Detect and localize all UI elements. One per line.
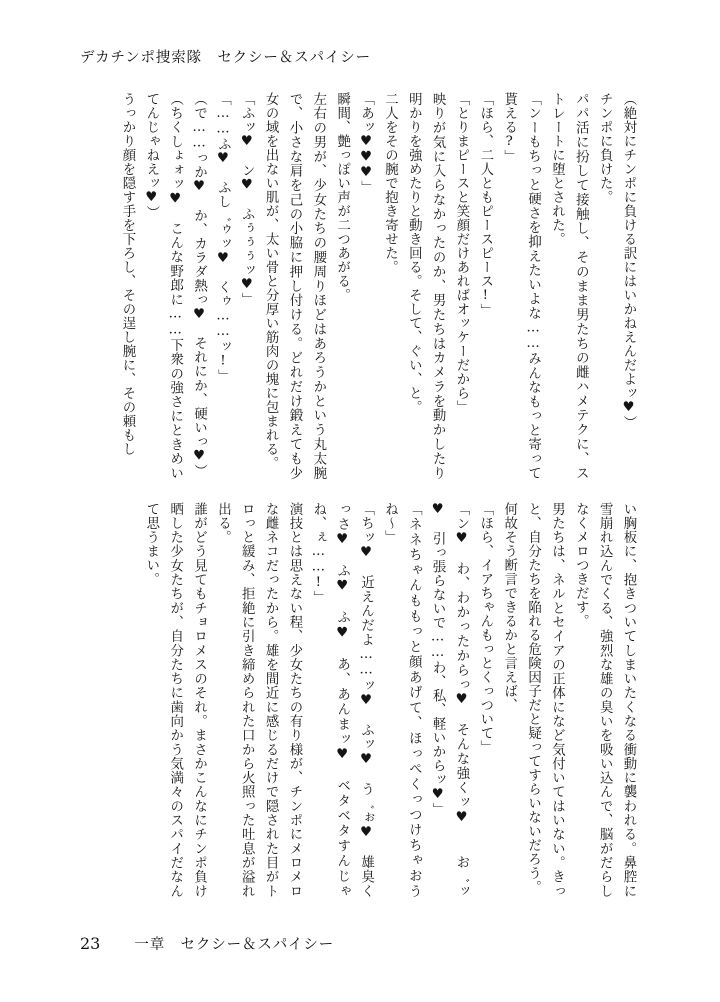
paragraph: 二人をその腕で抱き寄せた。 xyxy=(382,92,398,275)
lower-text-block xyxy=(92,502,640,898)
paragraph: 「……ふ♥ ふし゛ゥッ♥ くゥ……ッ!」 xyxy=(215,92,231,384)
paragraph: うっかり顔を隠す手を下ろし、その逞し腕に、その頼もし xyxy=(119,92,135,457)
paragraph: 「ちッ♥ 近えんだよ……ッ♥ ふッ♥ う゛ぉ♥ 雄臭くっさ♥ ふ♥ ふ♥ あ、あんまッ♥ ベタベタすんじゃね、ぇ……!」 xyxy=(310,502,374,898)
paragraph: 「ン♥ わ、わかったからっ♥ そんな強くッ♥ お゛ッ♥ 引っ張らないで……わ、私、軽いからッ♥」 xyxy=(430,502,469,898)
paragraph: 「ほら、二人ともピースピース!」 xyxy=(477,92,493,318)
paragraph: 「ふッ♥ ン♥ ふぅぅぅッ♥」 xyxy=(239,92,255,307)
paragraph: パパ活に扮して接触し、そのまま男たちの雌ハメテクに、ストレートに堕とされた。 xyxy=(549,92,589,480)
paragraph: （絶対にチンポに負ける訳にはいかねえんだよッ♥） xyxy=(621,92,636,430)
paragraph: 誰がどう見てもチョロメスのそれ。まさかこんなにチンポ負け晒した少女たちが、自分たちに歯向かう気満々のスパイだなんて思うまい。 xyxy=(143,502,207,898)
paragraph: 左右の男が、少女たちの腰周りほどはあろうかという丸太腕で、小さな肩を己の小脇に押し付ける。どれだけ鍛えても少女の域を出ない肌が、太い骨と分厚い筋肉の塊に包まれる。 xyxy=(263,92,326,480)
paragraph: （ちくしょォッ♥ こんな野郎に……下衆の強さにときめいてんじゃねえッ♥） xyxy=(143,92,183,480)
paragraph: 演技とは思えない程、少女たちの有り様が、チンポにメロメロな雌ネコだったから。雄を間近に感じるだけで隠された目がトロっと緩み、拒絶に引き締められた口から火照った吐息が溢れ出る。 xyxy=(215,502,302,898)
paragraph: 「とりまピースと笑顔だけあればオッケーだから」 xyxy=(453,92,469,415)
paragraph: 男たちは、ネルとセイアの正体になど気付いてはいない。きっと、自分たちを陥れる危険因子だと疑ってすらいないだろう。 xyxy=(525,502,565,898)
paragraph: チンポに負けた。 xyxy=(597,92,613,205)
paragraph: 瞬間、艶っぽい声が二つあがる。 xyxy=(334,92,350,303)
upper-text-block xyxy=(92,92,640,480)
paragraph: 「ほら、イアちゃんもっとくっついて」 xyxy=(477,502,493,755)
folio-chapter-title: 一章 セクシー＆スパイシー xyxy=(134,937,335,953)
page-footer xyxy=(80,933,334,954)
paragraph: 「あッ♥♥♥」 xyxy=(358,92,374,195)
folio-page-number: 23 xyxy=(80,934,101,953)
paragraph: い胸板に、抱きついてしまいたくなる衝動に襲われる。鼻腔に雪崩れ込んでくる、強烈な雄の臭いを吸い込んで、脳がだらしなくメロつきだす。 xyxy=(573,502,636,898)
paragraph: 何故そう断言できるかと言えば、 xyxy=(501,502,517,713)
paragraph: 映りが気に入らなかったのか、男たちはカメラを動かしたり明かりを強めたりと動き回る。そして、ぐい、と。 xyxy=(406,92,446,480)
paragraph: 「ンーもちっと硬さを抑えたいよな……みんなもっと寄って貰える?」 xyxy=(501,92,541,480)
paragraph: 「ネネちゃんももっと顔あげて、ほっぺくっつけちゃおうね〜」 xyxy=(382,502,422,898)
paragraph: （で……っか♥ か、カラダ熱っ♥ それにか、硬いっ♥） xyxy=(191,92,207,479)
running-head: デカチンポ捜索隊 セクシー＆スパイシー xyxy=(80,50,372,66)
